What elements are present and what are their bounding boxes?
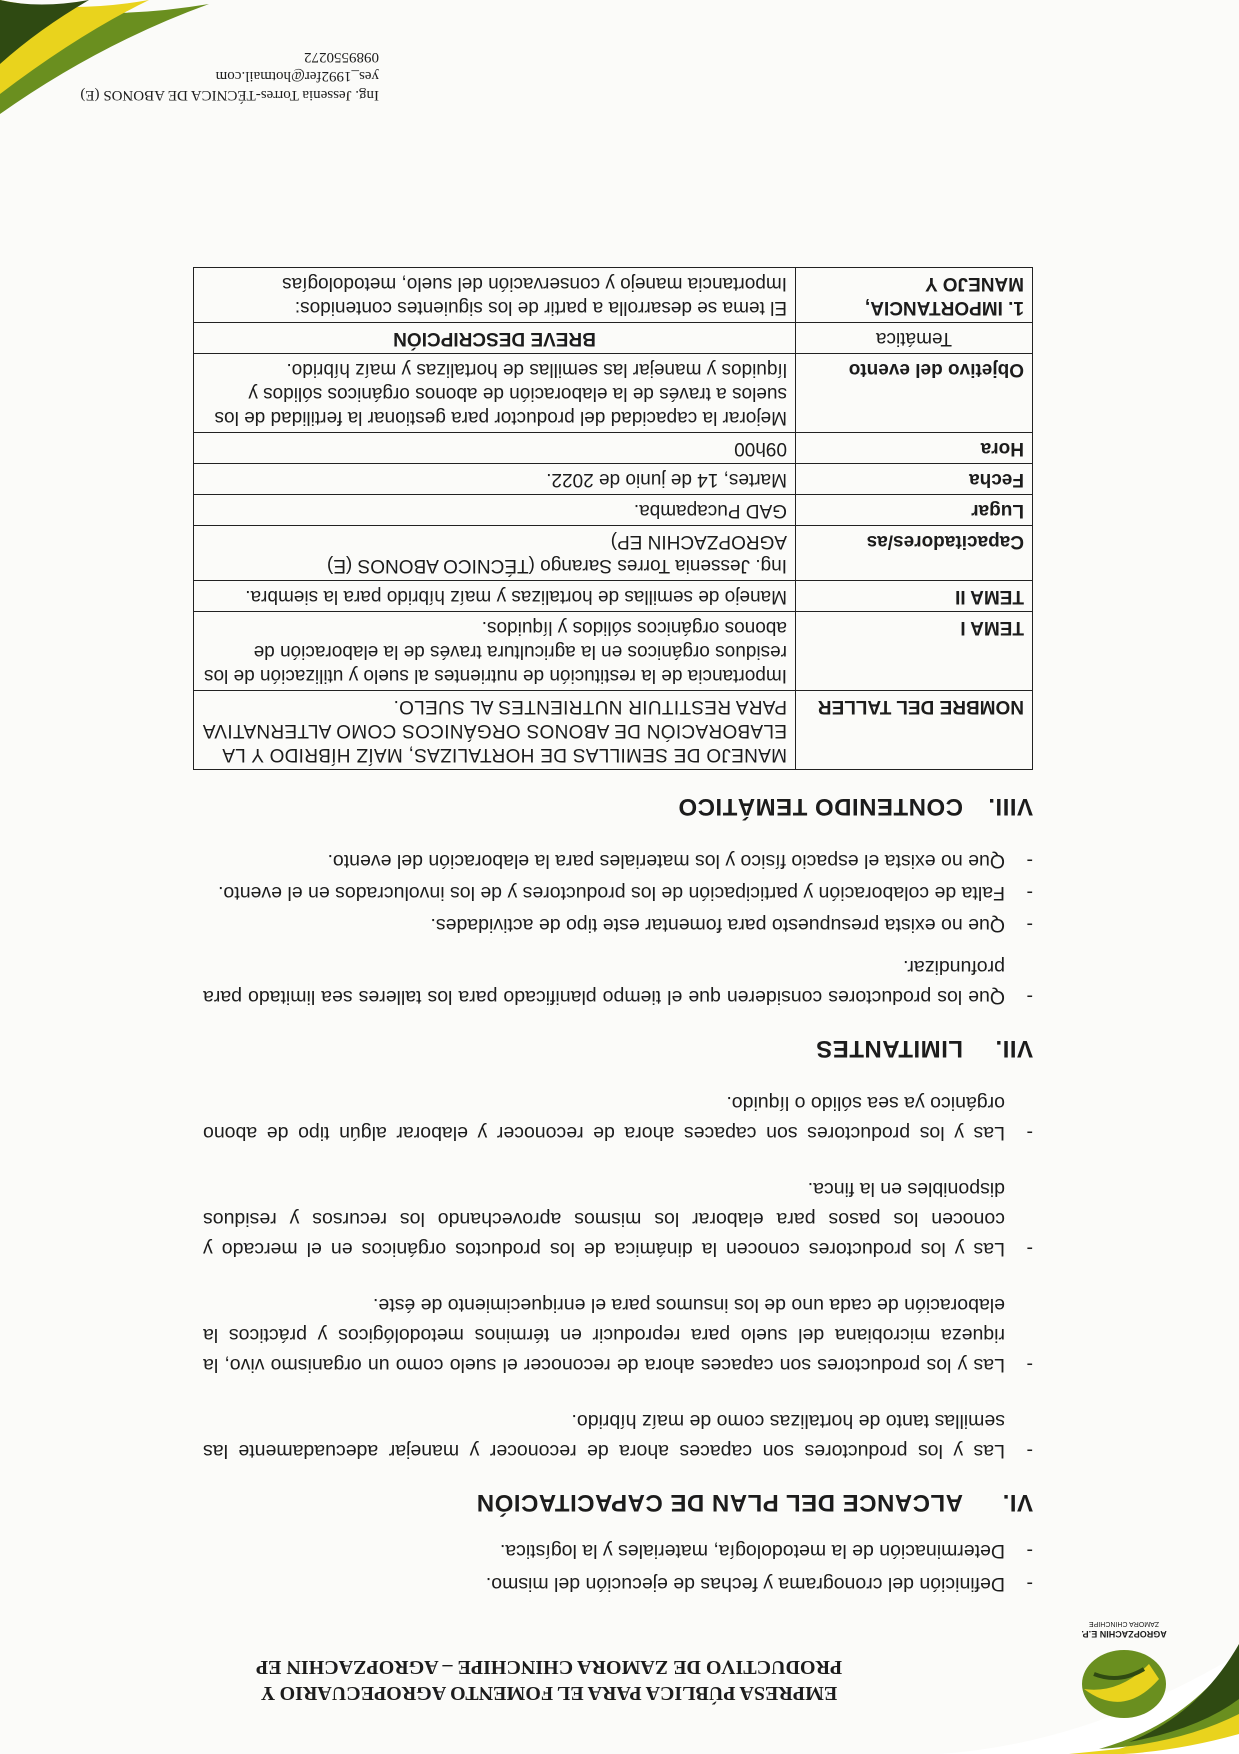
- main-content: [203, 267, 1033, 1599]
- list-item: - Las y los productores son capaces ahora de reconocer y manejar adecuadamente las semillas tanto de hortalizas como de maíz híbrido.: [203, 1406, 1033, 1466]
- organization-title: [249, 1654, 849, 1706]
- logo-subtext: ZAMORA CHINCHIPE: [1089, 1620, 1160, 1627]
- table-label-cell: TEMA II: [796, 581, 1033, 612]
- table-value-cell: Manejo de semillas de hortalizas y maíz híbrido para la siembra.: [194, 581, 796, 612]
- table-row: [194, 268, 1033, 323]
- top-bullet-list: [203, 1536, 1033, 1599]
- table-row: [194, 433, 1033, 464]
- table-label-cell: NOMBRE DEL TALLER: [796, 691, 1033, 770]
- leaf-logo-icon: [1069, 1644, 1179, 1724]
- table-label-cell: 1. IMPORTANCIA, MANEJO Y: [796, 268, 1033, 323]
- table-label-cell: Capacitadores/as: [796, 526, 1033, 581]
- org-title-line-1: EMPRESA PÚBLICA PARA EL FOMENTO AGROPECUARIO Y: [260, 1682, 838, 1704]
- table-row: [194, 581, 1033, 612]
- section-number: VII.: [994, 1035, 1033, 1062]
- section-6-heading: [203, 1488, 1033, 1516]
- section-title: CONTENIDO TEMÁTICO: [678, 793, 963, 820]
- footer-name: Ing. Jessenia Torres-TÉCNICA DE ABONOS (E): [80, 87, 379, 103]
- section-7-list: [203, 846, 1033, 1012]
- table-row: [194, 464, 1033, 495]
- list-item: - Que no exista el espacio físico y los materiales para la elaboración del evento.: [203, 846, 1033, 876]
- table-row: [194, 526, 1033, 581]
- footer-email: yes_1992fer@hotmail.com: [215, 68, 379, 84]
- section-number: VIII.: [987, 793, 1033, 820]
- table-value-cell: GAD Pucapamba.: [194, 495, 796, 526]
- table-row: [194, 612, 1033, 691]
- list-item: - Determinación de la metodología, materiales y la logística.: [203, 1536, 1033, 1566]
- table-value-cell: Mejorar la capacidad del productor para gestionar la fertilidad de los suelos a través de la elaboración de abonos orgánicos sólidos y líquidos y manejar las semillas de hortalizas y maíz híbrido.: [194, 354, 796, 433]
- org-title-line-2: PRODUCTIVO DE ZAMORA CHINCHIPE – AGROPZACHIN EP: [255, 1656, 843, 1678]
- table-header-cell: BREVE DESCRIPCIÓN: [194, 323, 796, 354]
- table-row: [194, 323, 1033, 354]
- section-title: ALCANCE DEL PLAN DE CAPACITACIÓN: [476, 1489, 963, 1516]
- table-label-cell: TEMA I: [796, 612, 1033, 691]
- section-title: LIMITANTES: [815, 1035, 963, 1062]
- table-row: [194, 691, 1033, 770]
- list-item: - Las y los productores son capaces ahora de reconocer el suelo como un organismo vivo, la riqueza microbiana del suelo para reproducir en términos metodológicos y prácticos la elaboración de cada uno de los insumos para el enriquecimiento de éste.: [203, 1290, 1033, 1380]
- workshop-table: [193, 267, 1033, 770]
- table-label-cell: Objetivo del evento: [796, 354, 1033, 433]
- list-item: - Las y los productores son capaces ahora de reconocer y elaborar algún tipo de abono orgánico ya sea sólido o líquido.: [203, 1088, 1033, 1148]
- table-row: [194, 495, 1033, 526]
- section-7-heading: [203, 1034, 1033, 1062]
- table-value-cell: MANEJO DE SEMILLAS DE HORTALIZAS, MAÍZ HÍBRIDO Y LA ELABORACIÓN DE ABONOS ORGÁNICOS COMO ALTERNATIVA PARA RESTITUIR NUTRIENTES AL SUELO.: [194, 691, 796, 770]
- table-value-cell: 09h00: [194, 433, 796, 464]
- table-label-cell: Temática: [796, 323, 1033, 354]
- footer-phone: 0989550272: [304, 49, 379, 65]
- list-item: - Falta de colaboración y participación de los productores y de los involucrados en el evento.: [203, 878, 1033, 908]
- table-label-cell: Fecha: [796, 464, 1033, 495]
- table-value-cell: Martes, 14 de junio de 2022.: [194, 464, 796, 495]
- table-value-cell: Importancia de la restitución de nutrientes al suelo y utilización de los residuos orgánicos en la agricultura través de la elaboración de abonos orgánicos sólidos y líquidos.: [194, 612, 796, 691]
- table-value-cell: Ing. Jessenia Torres Sarango (TÉCNICO ABONOS (E) AGROPZACHIN EP): [194, 526, 796, 581]
- list-item: - Definición del cronograma y fechas de ejecución del mismo.: [203, 1569, 1033, 1599]
- table-label-cell: Lugar: [796, 495, 1033, 526]
- list-item: - Que no exista presupuesto para fomentar este tipo de actividades.: [203, 910, 1033, 940]
- list-item: - Las y los productores conocen la dinámica de los productos orgánicos en el mercado y conocen los pasos para elaborar los mismos aprovechando los recursos y residuos disponibles en la finca.: [203, 1174, 1033, 1264]
- list-item: - Que los productores consideren que el tiempo planificado para los talleres sea limitado para profundizar.: [203, 952, 1033, 1012]
- section-8-heading: [203, 792, 1033, 820]
- logo-text: AGROPZACHIN E.P.: [1081, 1629, 1167, 1639]
- header: [59, 1614, 1179, 1724]
- table-row: [194, 354, 1033, 433]
- table-value-cell: El tema se desarrolla a partir de los siguientes contenidos: Importancia manejo y conservación del suelo, metodologías: [194, 268, 796, 323]
- company-logo: [1069, 1619, 1179, 1724]
- section-6-list: [203, 1088, 1033, 1466]
- section-number: VI.: [1002, 1489, 1033, 1516]
- footer-signature: [80, 47, 379, 104]
- table-label-cell: Hora: [796, 433, 1033, 464]
